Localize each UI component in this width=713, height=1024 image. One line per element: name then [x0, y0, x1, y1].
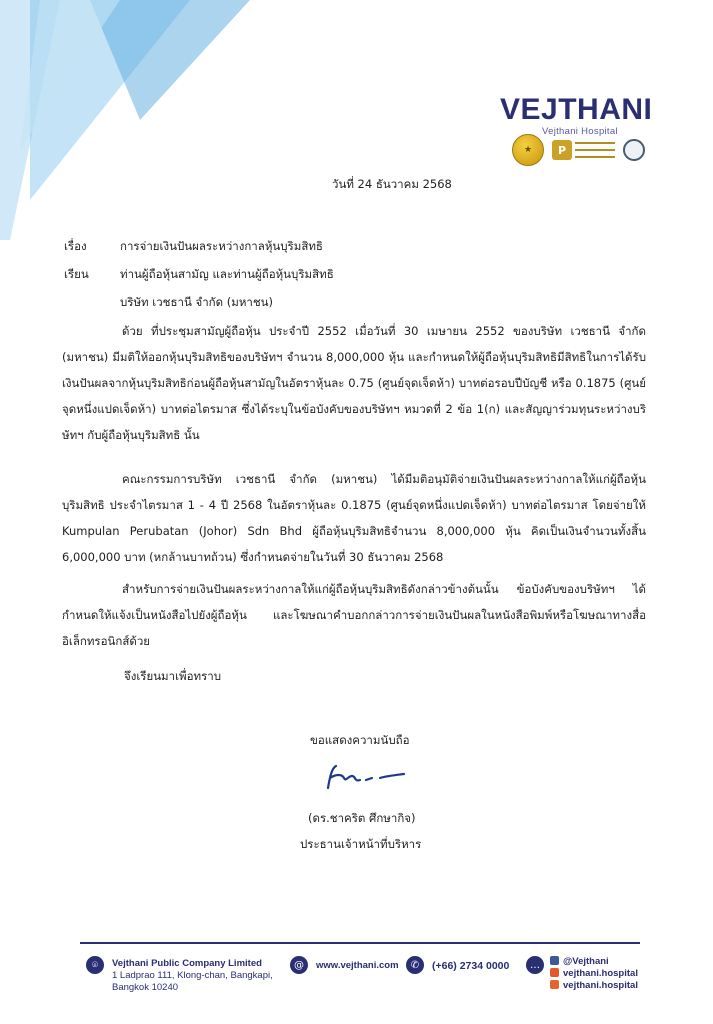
phone-icon: ✆: [406, 956, 424, 974]
letter-date: วันที่ 24 ธันวาคม 2568: [332, 177, 452, 191]
signature-image: [320, 758, 410, 798]
social-instagram[interactable]: vejthani.hospital: [550, 980, 638, 992]
footer-divider: [80, 942, 640, 944]
line-icon: [550, 956, 559, 965]
company-logo: [498, 90, 653, 137]
social-chat-icon: …: [526, 956, 544, 974]
subject-text: การจ่ายเงินปันผลระหว่างกาลหุ้นบุริมสิทธิ: [120, 239, 323, 253]
footer-address-line-1: 1 Ladprao 111, Klong-chan, Bangkapi,: [112, 970, 273, 981]
signer-title: ประธานเจ้าหน้าที่บริหาร: [300, 837, 422, 851]
logo-subtitle: Vejthani Hospital: [542, 126, 618, 137]
to-label: เรียน: [64, 267, 89, 281]
footer-company: Vejthani Public Company Limited: [112, 958, 262, 969]
footer-phone[interactable]: (+66) 2734 0000: [432, 960, 510, 972]
signer-name: (ดร.ชาคริต ศึกษากิจ): [308, 811, 416, 825]
body-paragraph-2: คณะกรรมการบริษัท เวชธานี จำกัด (มหาชน) ได้มีมติอนุมัติจ่ายเงินปันผลระหว่างกาลให้แก่ผู้ถือหุ้นบุริมสิทธิ ประจำไตรมาส 1 - 4 ปี 2568 ในอัตราหุ้นละ 0.1875 (ศูนย์จุดหนึ่งแปดเจ็ดห้า) บาทต่อไตรมาส โดยจ่ายให้ Kumpulan Perubatan (Johor) Sdn Bhd ผู้ถือหุ้นบุริมสิทธิจำนวน 8,000,000 หุ้น คิดเป็นเงินจำนวนทั้งสิ้น 6,000,000 บาท (หกล้านบาทถ้วน) ซึ่งกำหนดจ่ายในวันที่ 30 ธันวาคม 2568: [62, 472, 646, 564]
footer-address-line-2: Bangkok 10240: [112, 982, 179, 993]
body-paragraph-3: สำหรับการจ่ายเงินปันผลระหว่างกาลให้แก่ผู้ถือหุ้นบุริมสิทธิดังกล่าวข้างต้นนั้น ข้อบังคับของบริษัทฯ ได้กำหนดให้แจ้งเป็นหนังสือไปยังผู้ถือหุ้น และโฆษณาคำบอกกล่าวการจ่ายเงินปันผลในหนังสือพิมพ์หรือโฆษณาทางสื่ออิเล็กทรอนิกส์ด้วย: [62, 582, 646, 648]
award-badges: [512, 134, 645, 166]
instagram-icon: [550, 980, 559, 989]
inform-text: จึงเรียนมาเพื่อทราบ: [124, 669, 222, 683]
facebook-icon: [550, 968, 559, 977]
prime-minister-award-badge-icon: P: [552, 140, 615, 160]
logo-name: VEJTHANI: [500, 93, 653, 126]
gold-award-badge-icon: ★: [512, 134, 544, 166]
recipient-text: ท่านผู้ถือหุ้นสามัญ และท่านผู้ถือหุ้นบุริมสิทธิ: [120, 267, 334, 281]
regards-text: ขอแสดงความนับถือ: [310, 733, 410, 747]
company-name: บริษัท เวชธานี จำกัด (มหาชน): [120, 295, 274, 309]
accreditation-seal-icon: [623, 139, 645, 161]
social-line-1[interactable]: @Vejthani: [550, 956, 638, 968]
footer-social: [550, 956, 638, 992]
decorative-swoosh: [0, 0, 260, 240]
footer-website[interactable]: www.vejthani.com: [316, 960, 399, 971]
body-paragraph-1: ด้วย ที่ประชุมสามัญผู้ถือหุ้น ประจำปี 2552 เมื่อวันที่ 30 เมษายน 2552 ของบริษัท เวชธานี จำกัด (มหาชน) มีมติให้ออกหุ้นบุริมสิทธิของบริษัทฯ จำนวน 8,000,000 หุ้น และกำหนดให้ผู้ถือหุ้นบุริมสิทธิมีสิทธิในการได้รับเงินปันผลจากหุ้นบุริมสิทธิก่อนผู้ถือหุ้นสามัญในอัตราหุ้นละ 0.75 (ศูนย์จุดเจ็ดห้า) บาทต่อรอบปีบัญชี หรือ 0.1875 (ศูนย์จุดหนึ่งแปดเจ็ดห้า) บาทต่อไตรมาส ซึ่งได้ระบุในข้อบังคับของบริษัทฯ หมวดที่ 2 ข้อ 1(ก) และสัญญาร่วมทุนระหว่างบริษัทฯ กับผู้ถือหุ้นบุริมสิทธิ นั้น: [62, 324, 646, 442]
footer-address: [112, 958, 273, 994]
location-pin-icon: ⌾: [86, 956, 104, 974]
social-facebook[interactable]: vejthani.hospital: [550, 968, 638, 980]
subject-label: เรื่อง: [64, 239, 87, 253]
globe-icon: @: [290, 956, 308, 974]
